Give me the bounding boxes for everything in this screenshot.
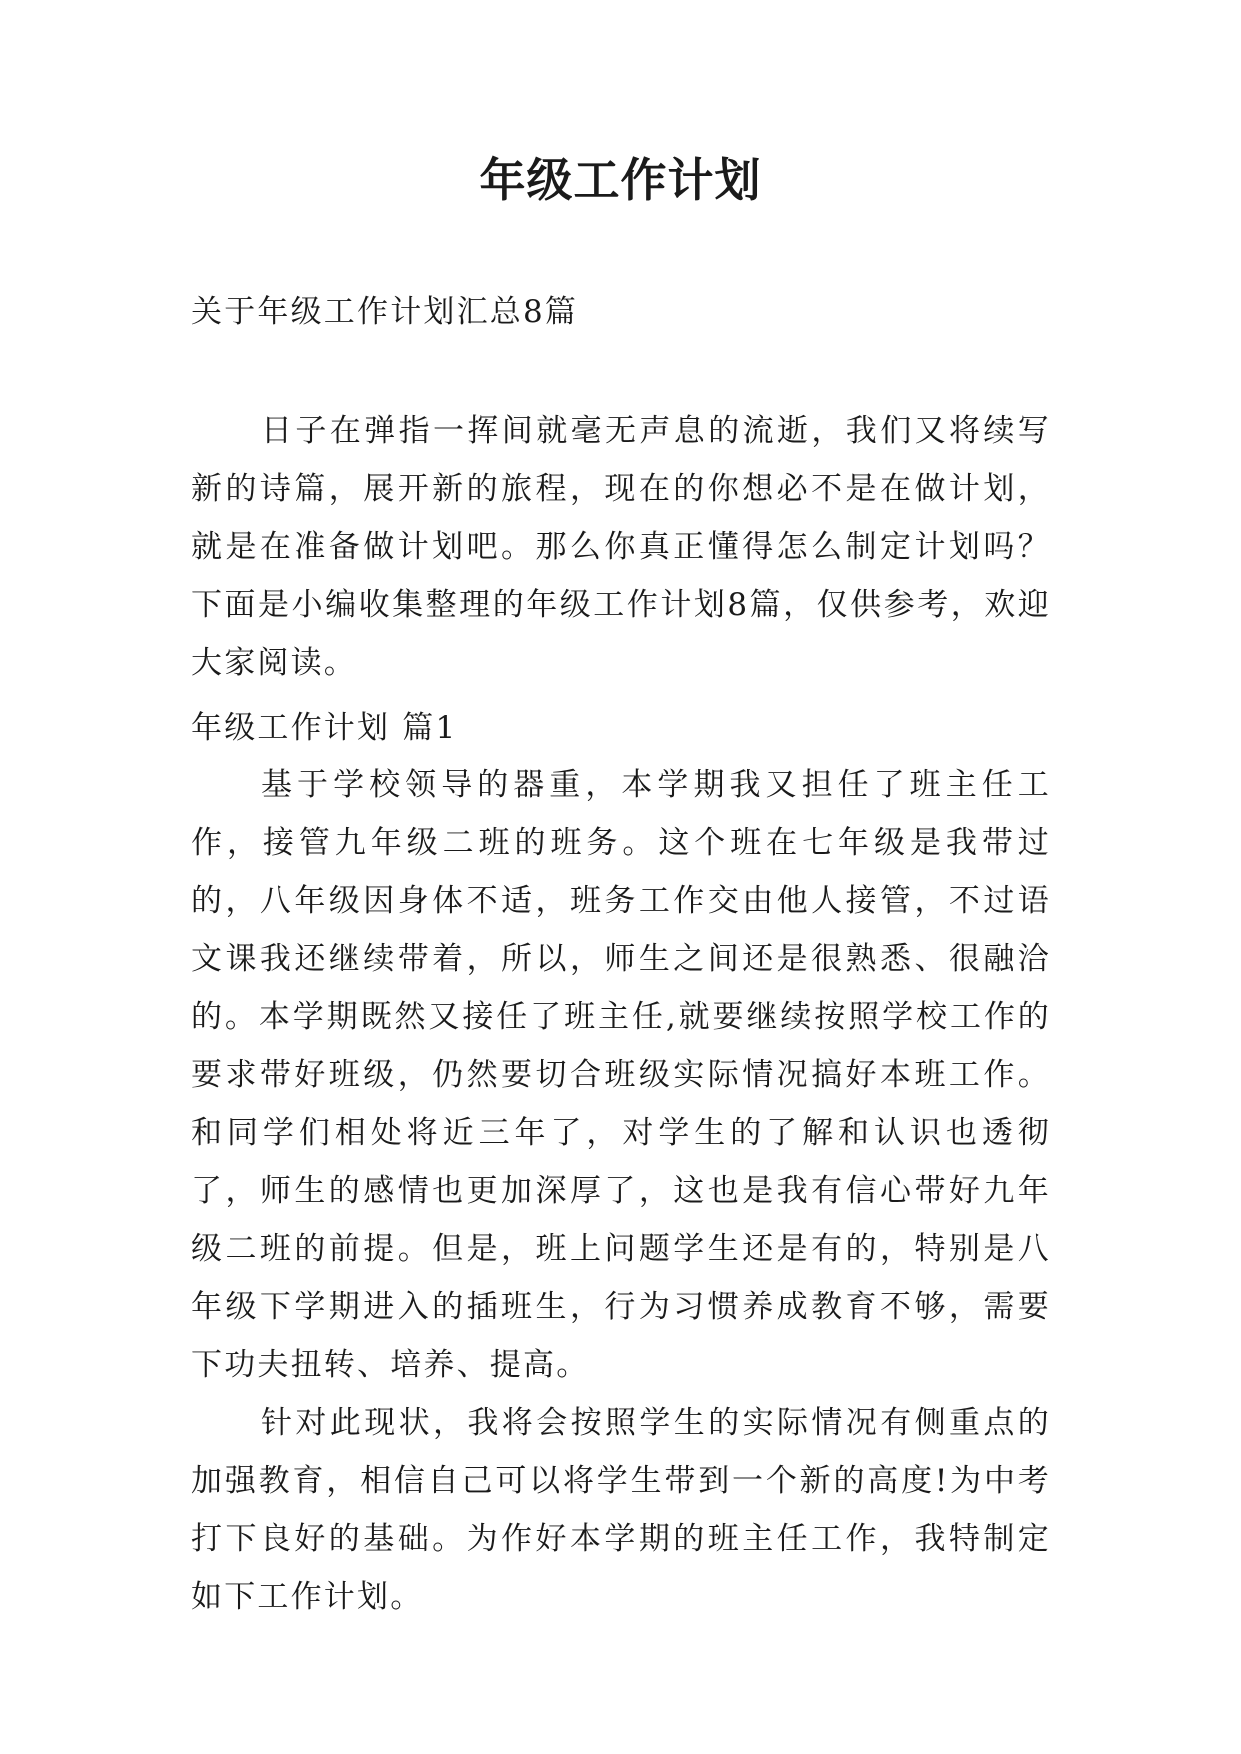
section-heading: 年级工作计划 篇1 bbox=[191, 710, 458, 746]
body-paragraph: 针对此现状，我将会按照学生的实际情况有侧重点的加强教育，相信自己可以将学生带到一个新的高度!为中考打下良好的基础。为作好本学期的班主任工作，我特制定如下工作计划。 bbox=[191, 1405, 1051, 1615]
body-paragraph: 基于学校领导的器重，本学期我又担任了班主任工作，接管九年级二班的班务。这个班在七年级是我带过的，八年级因身体不适，班务工作交由他人接管，不过语文课我还继续带着，所以，师生之间还是很熟悉、很融洽的。本学期既然又接任了班主任,就要继续按照学校工作的要求带好班级，仍然要切合班级实际情况搞好本班工作。和同学们相处将近三年了，对学生的了解和认识也透彻了，师生的感情也更加深厚了，这也是我有信心带好九年级二班的前提。但是，班上问题学生还是有的，特别是八年级下学期进入的插班生，行为习惯养成教育不够，需要下功夫扭转、培养、提高。 bbox=[191, 767, 1051, 1383]
document-title: 年级工作计划 bbox=[479, 153, 762, 207]
document-subtitle: 关于年级工作计划汇总8篇 bbox=[191, 294, 579, 330]
section-content bbox=[191, 756, 1051, 1626]
intro-paragraph: 日子在弹指一挥间就毫无声息的流逝，我们又将续写新的诗篇，展开新的旅程，现在的你想必不是在做计划，就是在准备做计划吧。那么你真正懂得怎么制定计划吗？下面是小编收集整理的年级工作计划8篇，仅供参考，欢迎大家阅读。 bbox=[191, 413, 1051, 681]
